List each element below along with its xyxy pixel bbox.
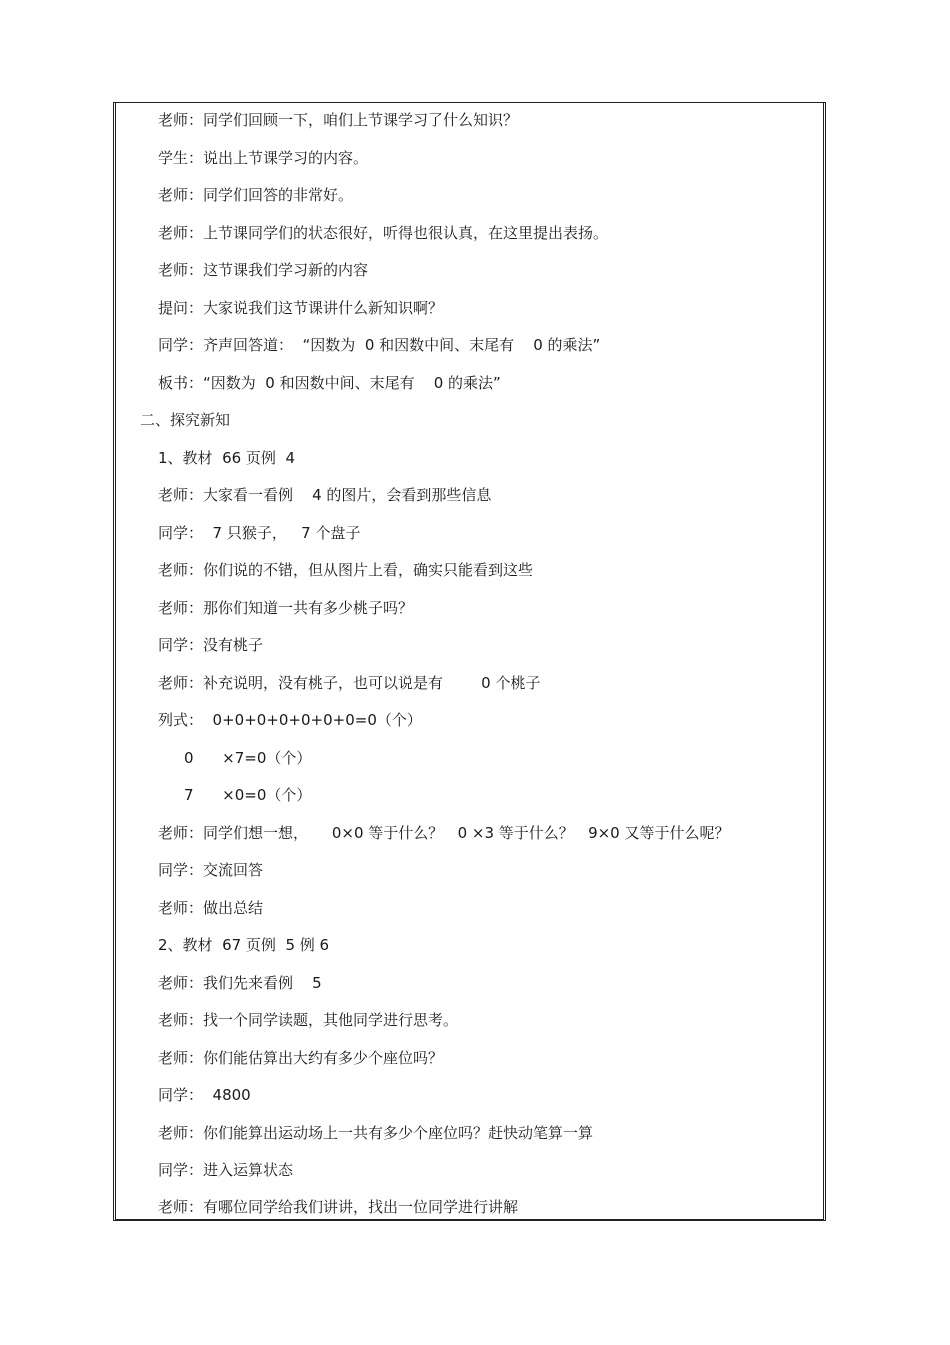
text-line: 老师：同学们回顾一下，咱们上节课学习了什么知识？: [158, 111, 519, 129]
text-line: 老师：这节课我们学习新的内容: [158, 261, 369, 279]
text-line: 学生：说出上节课学习的内容。: [158, 149, 369, 167]
equation-line: 列式： 0+0+0+0+0+0+0=0（个）: [158, 711, 422, 729]
text-line: 老师：补充说明，没有桃子，也可以说是有 0 个桃子: [158, 674, 541, 692]
text-line: 提问：大家说我们这节课讲什么新知识啊？: [158, 299, 444, 317]
text-line: 同学：没有桃子: [158, 636, 264, 654]
text-line: 同学：交流回答: [158, 861, 264, 879]
lesson-table-cell: [113, 103, 826, 1221]
text-line: 老师：同学们想一想， 0×0 等于什么？ 0 ×3 等于什么？ 9×0 又等于什么呢？: [158, 824, 730, 842]
text-line: 老师：找一个同学读题，其他同学进行思考。: [158, 1011, 459, 1029]
text-line: 板书：“因数为 0 和因数中间、末尾有 0 的乘法”: [158, 374, 501, 392]
text-line: 同学：进入运算状态: [158, 1161, 294, 1179]
equation-line: 0 ×7=0（个）: [184, 749, 312, 767]
text-line: 同学： 7 只猴子， 7 个盘子: [158, 524, 361, 542]
equation-line: 7 ×0=0（个）: [184, 786, 312, 804]
text-line: 老师：你们能估算出大约有多少个座位吗？: [158, 1049, 444, 1067]
text-line: 老师：同学们回答的非常好。: [158, 186, 354, 204]
text-line: 老师：你们能算出运动场上一共有多少个座位吗？赶快动笔算一算: [158, 1124, 594, 1142]
subsection-heading: 1、教材 66 页例 4: [158, 449, 296, 467]
text-line: 老师：做出总结: [158, 899, 264, 917]
text-line: 老师：那你们知道一共有多少桃子吗？: [158, 599, 414, 617]
text-line: 同学： 4800: [158, 1086, 251, 1104]
text-line: 老师：你们说的不错，但从图片上看，确实只能看到这些: [158, 561, 534, 579]
text-line: 老师：我们先来看例 5: [158, 974, 322, 992]
subsection-heading: 2、教材 67 页例 5 例 6: [158, 936, 330, 954]
section-heading: 二、探究新知: [140, 411, 231, 429]
text-line: 同学：齐声回答道： “因数为 0 和因数中间、末尾有 0 的乘法”: [158, 336, 601, 354]
text-line: 老师：大家看一看例 4 的图片，会看到那些信息: [158, 486, 492, 504]
text-line: 老师：上节课同学们的状态很好，听得也很认真，在这里提出表扬。: [158, 224, 609, 242]
text-line: 老师：有哪位同学给我们讲讲，找出一位同学进行讲解: [158, 1198, 519, 1216]
